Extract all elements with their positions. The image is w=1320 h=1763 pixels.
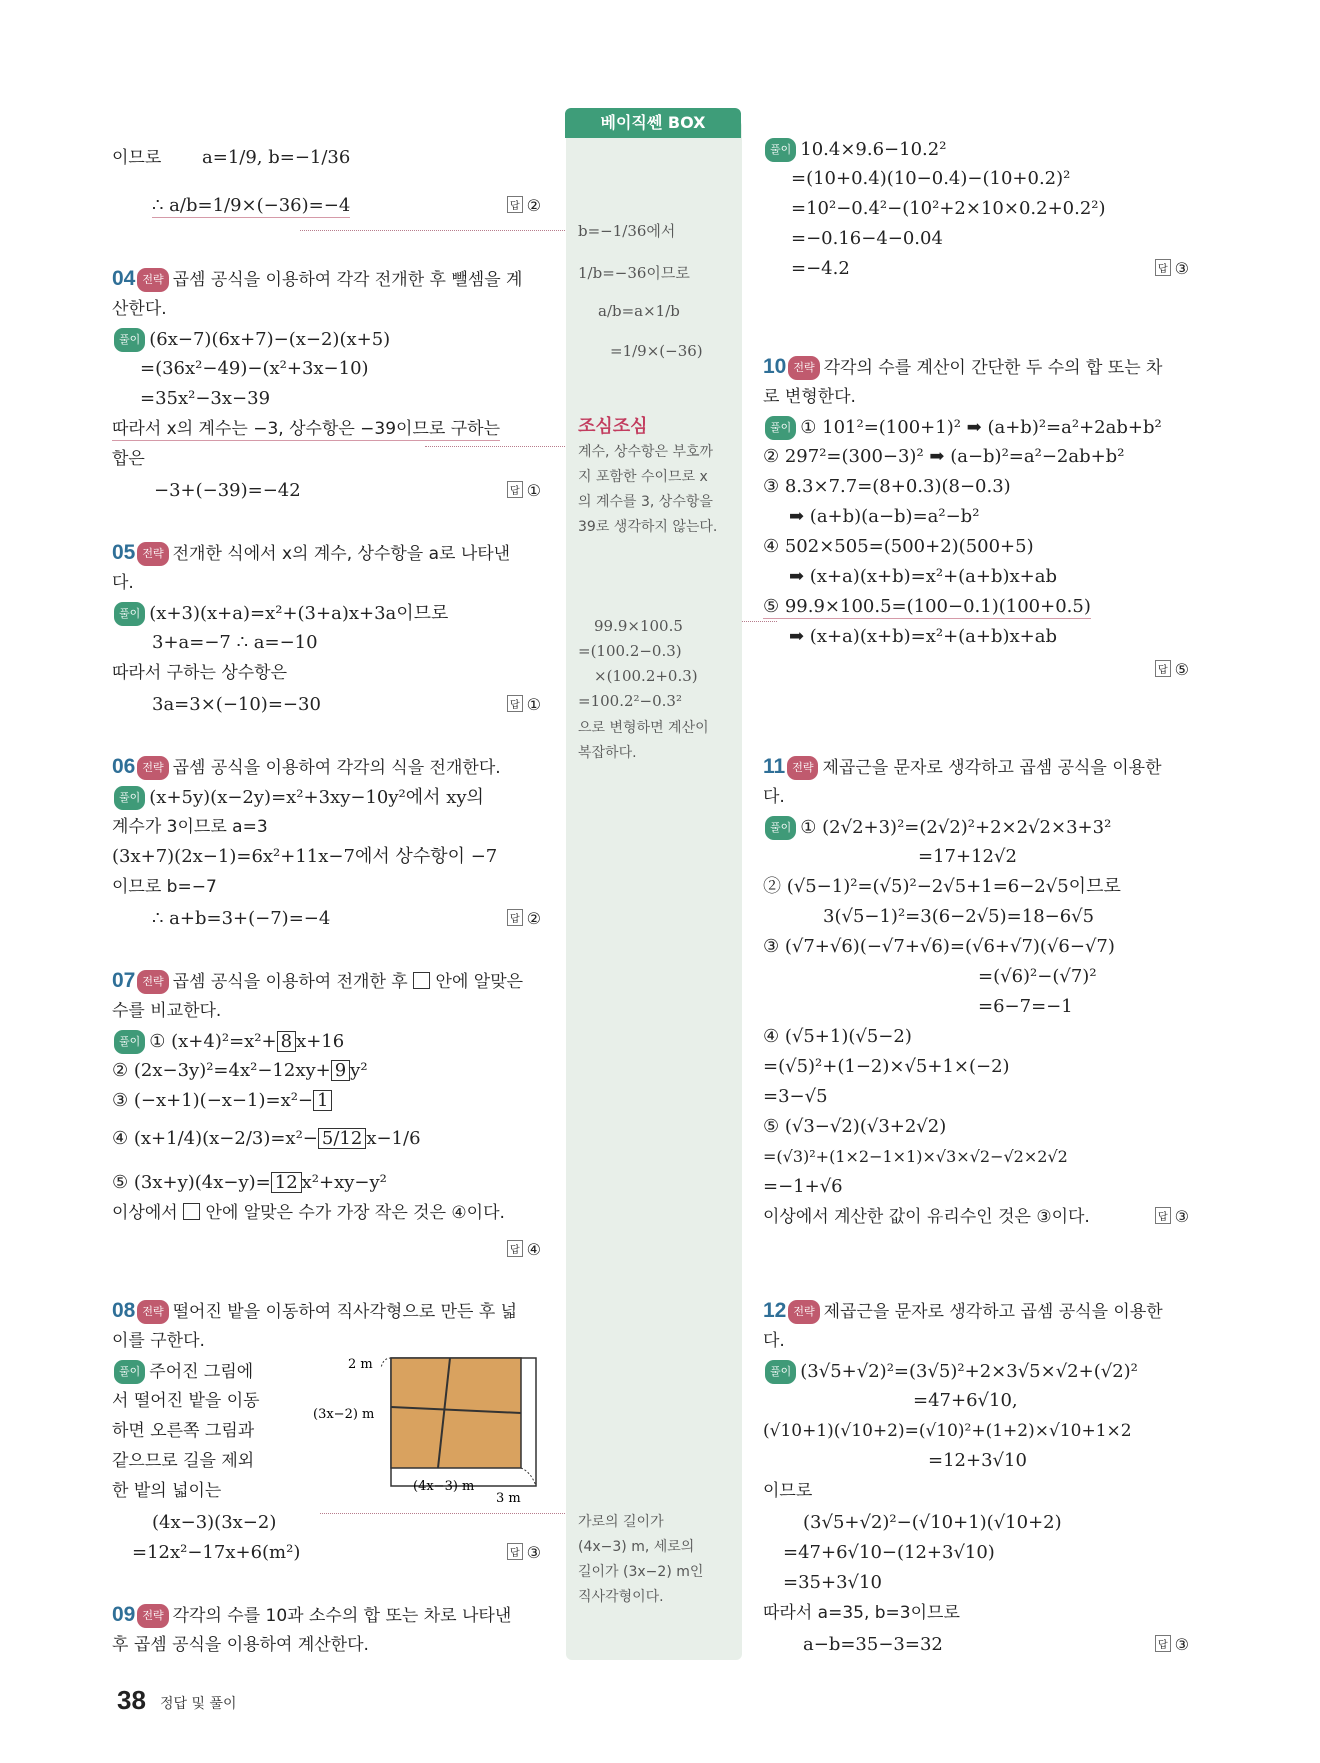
side-note-line: 으로 변형하면 계산이	[578, 720, 709, 736]
problem-10-strategy: 10 전략 각각의 수를 계산이 간단한 두 수의 합 또는 차	[763, 355, 1163, 378]
math-line: =−0.16−4−0.04	[791, 228, 943, 249]
math-line: a=1/9, b=−1/36	[202, 147, 351, 168]
fig-label-top: 2 m	[348, 1357, 373, 1372]
side-note-line: 복잡하다.	[578, 745, 637, 761]
text-line: 이상에서 안에 알맞은 수가 가장 작은 것은 ④이다.	[112, 1203, 505, 1223]
math-line: ⑤ (3x+y)(4x−y)= 12 x²+xy−y²	[112, 1172, 387, 1193]
math-line: =12x²−17x+6(m²)	[132, 1542, 301, 1563]
answer-mark: 답 ②	[507, 909, 541, 928]
text-line: 서 떨어진 밭을 이동	[112, 1391, 260, 1411]
math-line: ④ (√5+1)(√5−2)	[763, 1026, 912, 1047]
caution-line: 지 포함한 수이므로 x	[578, 469, 708, 485]
fig-label-left: (3x−2) m	[313, 1407, 375, 1422]
text-line: 수를 비교한다.	[112, 1001, 222, 1021]
math-line: 3+a=−7 ∴ a=−10	[152, 632, 318, 653]
side-note-line: =(100.2−0.3)	[578, 642, 682, 660]
math-line: ➡ (x+a)(x+b)=x²+(a+b)x+ab	[789, 626, 1058, 647]
math-line: =−1+√6	[763, 1176, 843, 1197]
math-line: =10²−0.4²−(10²+2×10×0.2+0.2²)	[791, 198, 1106, 219]
side-note-line: 99.9×100.5	[594, 617, 683, 635]
math-line: ➡ (a+b)(a−b)=a²−b²	[789, 506, 980, 527]
math-line: −3+(−39)=−42	[154, 480, 301, 501]
math-line: =47+6√10−(12+3√10)	[783, 1542, 995, 1563]
side-note-line: b=−1/36에서	[578, 222, 676, 240]
math-line: ∴ a/b=1/9×(−36)=−4	[152, 195, 351, 216]
math-line: =(10+0.4)(10−0.4)−(10+0.2)²	[791, 168, 1071, 189]
leader-line	[300, 230, 565, 231]
math-line: =(36x²−49)−(x²+3x−10)	[140, 358, 369, 379]
text-line: 따라서 a=35, b=3이므로	[763, 1603, 960, 1623]
math-line: ➡ (x+a)(x+b)=x²+(a+b)x+ab	[789, 566, 1058, 587]
answer-mark: 답 ①	[507, 695, 541, 714]
math-line: 풀이 (x+5y)(x−2y)=x²+3xy−10y²에서 xy의	[112, 786, 484, 810]
math-line: (4x−3)(3x−2)	[152, 1512, 277, 1533]
answer-mark: 답 ③	[507, 1543, 541, 1562]
math-line: 풀이 10.4×9.6−10.2²	[763, 138, 946, 162]
text-line: 이므로	[112, 148, 162, 168]
text-line: 로 변형한다.	[763, 387, 856, 407]
math-line: (3x+7)(2x−1)=6x²+11x−7에서 상수항이 −7	[112, 846, 498, 867]
answer-mark: 답 ②	[507, 196, 541, 215]
fig-label-bottom: (4x−3) m	[413, 1479, 475, 1494]
caution-line: 계수, 상수항은 부호까	[578, 444, 714, 460]
math-line: ② (√5−1)²=(√5)²−2√5+1=6−2√5이므로	[763, 876, 1121, 897]
math-line: =(√5)²+(1−2)×√5+1×(−2)	[763, 1056, 1010, 1077]
problem-05-strategy: 05 전략 전개한 식에서 x의 계수, 상수항을 a로 나타낸	[112, 541, 511, 564]
text-line: 이를 구한다.	[112, 1331, 205, 1351]
page-footer: 정답 및 풀이	[160, 1696, 237, 1712]
answer-mark: 답 ④	[507, 1240, 541, 1259]
text-line: 합은	[112, 449, 145, 469]
text-line: 한 밭의 넓이는	[112, 1481, 222, 1501]
math-line: (3√5+√2)²−(√10+1)(√10+2)	[803, 1512, 1062, 1533]
problem-11-strategy: 11 전략 제곱근을 문자로 생각하고 곱셈 공식을 이용한	[763, 755, 1162, 778]
leader-line	[320, 1513, 565, 1514]
text-line: 후 곱셈 공식을 이용하여 계산한다.	[112, 1635, 369, 1655]
answer-mark: 답 ③	[1155, 1207, 1189, 1226]
math-line: 풀이 (3√5+√2)²=(3√5)²+2×3√5×√2+(√2)²	[763, 1360, 1138, 1384]
math-line: 풀이 ① (2√2+3)²=(2√2)²+2×2√2×3+3²	[763, 816, 1111, 840]
math-line: 풀이 ① 101²=(100+1)² ➡ (a+b)²=a²+2ab+b²	[763, 416, 1162, 440]
answer-mark: 답 ①	[507, 481, 541, 500]
side-note-line: 직사각형이다.	[578, 1589, 664, 1605]
answer-mark: 답 ③	[1155, 259, 1189, 278]
math-line: ③ (√7+√6)(−√7+√6)=(√6+√7)(√6−√7)	[763, 936, 1115, 957]
math-line: ② (2x−3y)²=4x²−12xy+ 9 y²	[112, 1060, 368, 1081]
text-line: 따라서 x의 계수는 −3, 상수항은 −39이므로 구하는	[112, 419, 500, 439]
math-line: a−b=35−3=32	[803, 1634, 943, 1655]
math-line: =−4.2	[791, 258, 850, 279]
math-line: =6−7=−1	[978, 996, 1073, 1017]
math-line: =47+6√10,	[913, 1390, 1018, 1411]
side-note-line: =1/9×(−36)	[610, 342, 703, 360]
problem-07-strategy: 07 전략 곱셈 공식을 이용하여 전개한 후 안에 알맞은	[112, 969, 524, 992]
page-number: 38	[117, 1685, 146, 1715]
math-line: ③ 8.3×7.7=(8+0.3)(8−0.3)	[763, 476, 1011, 497]
text-line: 풀이 주어진 그림에	[112, 1360, 253, 1384]
problem-08-strategy: 08 전략 떨어진 밭을 이동하여 직사각형으로 만든 후 넓	[112, 1299, 518, 1322]
answer-mark: 답 ⑤	[1155, 660, 1189, 679]
math-line: =17+12√2	[918, 846, 1017, 867]
side-box-title: 베이직쎈 BOX	[565, 108, 741, 138]
text-line: 다.	[112, 573, 134, 593]
math-line: ⑤ (√3−√2)(√3+2√2)	[763, 1116, 947, 1137]
math-line: ② 297²=(300−3)² ➡ (a−b)²=a²−2ab+b²	[763, 446, 1125, 467]
text-line: 이므로	[763, 1481, 813, 1501]
text-line: 다.	[763, 1331, 785, 1351]
side-note-line: 1/b=−36이므로	[578, 264, 690, 282]
caution-line: 39로 생각하지 않는다.	[578, 519, 718, 535]
math-line: (√10+1)(√10+2)=(√10)²+(1+2)×√10+1×2	[763, 1421, 1132, 1441]
text-line: 계수가 3이므로 a=3	[112, 817, 268, 837]
math-line: 3(√5−1)²=3(6−2√5)=18−6√5	[823, 906, 1095, 927]
text-line: 다.	[763, 787, 785, 807]
text-line: 산한다.	[112, 299, 167, 319]
text-line: 하면 오른쪽 그림과	[112, 1421, 255, 1441]
leader-line	[425, 446, 565, 447]
side-note-line: (4x−3) m, 세로의	[578, 1539, 695, 1555]
math-line: =3−√5	[763, 1086, 828, 1107]
math-line: ④ (x+1/4)(x−2/3)=x²− 5/12 x−1/6	[112, 1128, 421, 1149]
math-line: ④ 502×505=(500+2)(500+5)	[763, 536, 1034, 557]
math-line: ⑤ 99.9×100.5=(100−0.1)(100+0.5)	[763, 596, 1091, 617]
side-note-line: 가로의 길이가	[578, 1514, 664, 1530]
field-figure	[308, 1350, 548, 1510]
math-line: 3a=3×(−10)=−30	[152, 694, 321, 715]
math-line: =(√3)²+(1×2−1×1)×√3×√2−√2×2√2	[763, 1147, 1068, 1166]
text-line: 같으므로 길을 제외	[112, 1451, 255, 1471]
problem-06-strategy: 06 전략 곱셈 공식을 이용하여 각각의 식을 전개한다.	[112, 755, 501, 778]
caution-title: 조심조심	[578, 416, 648, 437]
fig-label-corner: 3 m	[496, 1491, 521, 1506]
math-line: 풀이 (x+3)(x+a)=x²+(3+a)x+3a이므로	[112, 602, 448, 626]
blank-box-icon	[183, 1203, 200, 1220]
math-line: 풀이 (6x−7)(6x+7)−(x−2)(x+5)	[112, 328, 390, 352]
problem-12-strategy: 12 전략 제곱근을 문자로 생각하고 곱셈 공식을 이용한	[763, 1299, 1163, 1322]
math-line: =35+3√10	[783, 1572, 882, 1593]
math-line: ③ (−x+1)(−x−1)=x²− 1	[112, 1090, 332, 1112]
caution-line: 의 계수를 3, 상수항을	[578, 494, 713, 510]
leader-line	[742, 621, 777, 622]
math-line: =(√6)²−(√7)²	[978, 966, 1097, 987]
text-line: 이므로 b=−7	[112, 877, 217, 897]
blank-box-icon	[413, 972, 430, 989]
text-line: 이상에서 계산한 값이 유리수인 것은 ③이다.	[763, 1207, 1090, 1227]
side-note-line: a/b=a×1/b	[598, 302, 680, 320]
math-line: ∴ a+b=3+(−7)=−4	[152, 908, 331, 929]
math-line: =12+3√10	[928, 1450, 1027, 1471]
problem-04-strategy: 04 전략 곱셈 공식을 이용하여 각각 전개한 후 뺄셈을 계	[112, 267, 523, 290]
math-line: 풀이 ① (x+4)²=x²+ 8 x+16	[112, 1030, 344, 1054]
math-line: =35x²−3x−39	[140, 388, 271, 409]
side-note-line: 길이가 (3x−2) m인	[578, 1564, 704, 1580]
side-note-line: ×(100.2+0.3)	[594, 667, 698, 685]
side-note-line: =100.2²−0.3²	[578, 692, 682, 710]
text-line: 따라서 구하는 상수항은	[112, 663, 288, 683]
problem-09-strategy: 09 전략 각각의 수를 10과 소수의 합 또는 차로 나타낸	[112, 1603, 512, 1626]
answer-mark: 답 ③	[1155, 1635, 1189, 1654]
